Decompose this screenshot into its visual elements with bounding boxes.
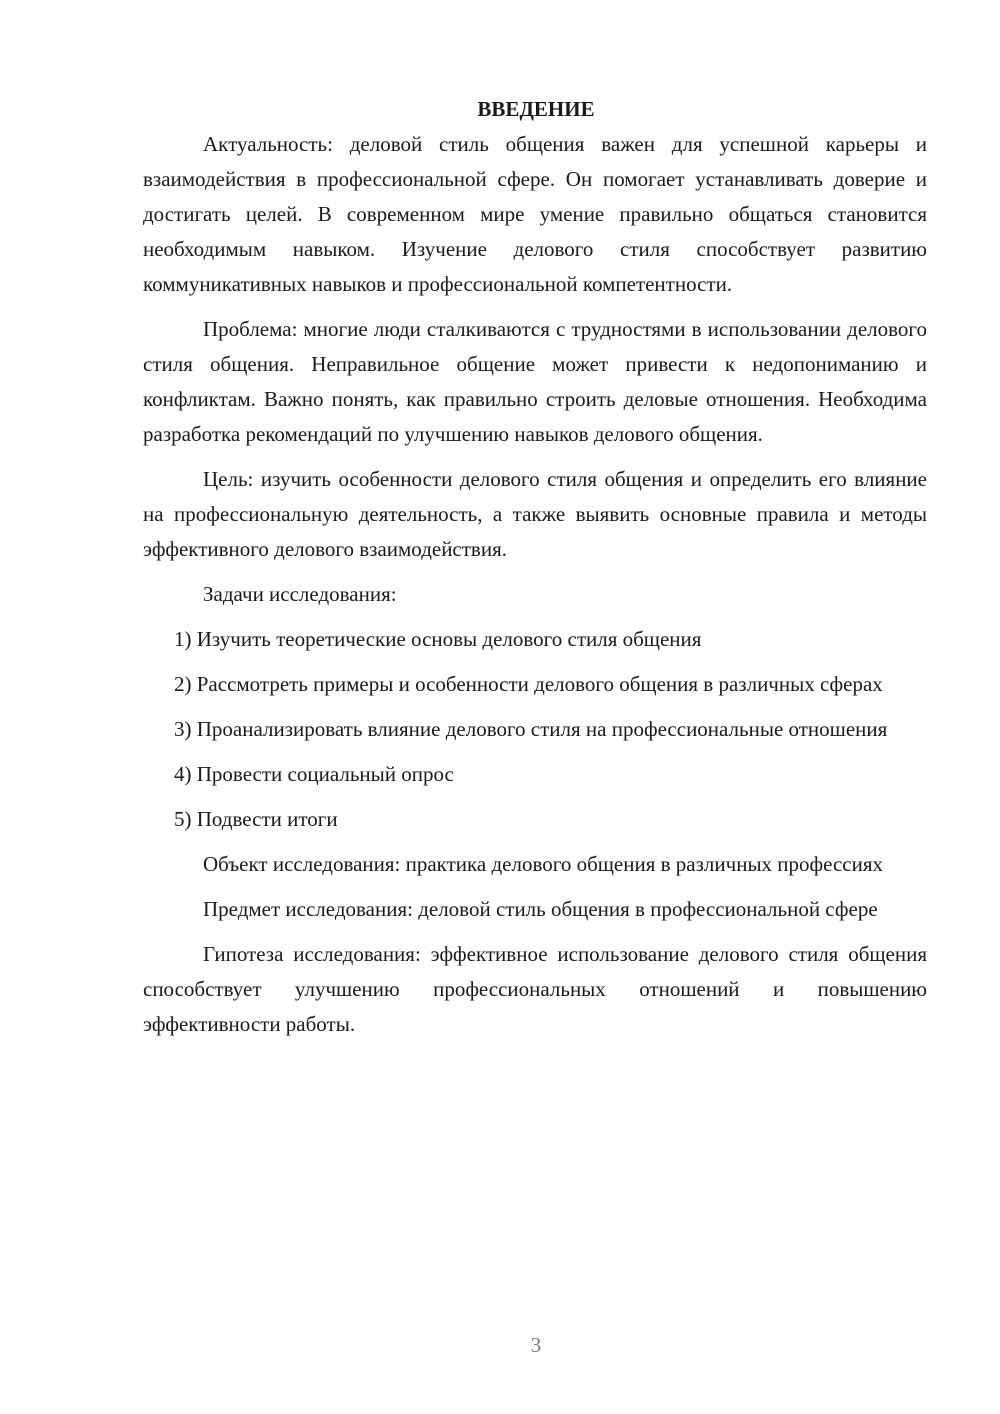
tasks-heading: Задачи исследования: bbox=[203, 582, 397, 606]
paragraph-problem: Проблема: многие люди сталкиваются с трудностями в использовании делового стиля общения. Неправильное общение может привести к недопониманию и конфликтам. Важно понять, как правильно строить деловые отношения. Необходима разработка рекомендаций по улучшению навыков делового общения. bbox=[143, 317, 927, 446]
task-item: 1) Изучить теоретические основы делового стиля общения bbox=[174, 627, 702, 651]
paragraph-subject: Предмет исследования: деловой стиль общения в профессиональной сфере bbox=[203, 897, 878, 921]
paragraph-hypothesis: Гипотеза исследования: эффективное использование делового стиля общения способствует улучшению профессиональных отношений и повышению эффективности работы. bbox=[143, 942, 927, 1036]
paragraph-object: Объект исследования: практика делового общения в различных профессиях bbox=[203, 852, 884, 876]
document-page bbox=[143, 92, 927, 1042]
task-item: 5) Подвести итоги bbox=[174, 807, 338, 831]
paragraph-goal: Цель: изучить особенности делового стиля общения и определить его влияние на профессиональную деятельность, а также выявить основные правила и методы эффективного делового взаимодействия. bbox=[143, 467, 927, 561]
task-item: 2) Рассмотреть примеры и особенности делового общения в различных сферах bbox=[174, 672, 883, 696]
task-item: 4) Провести социальный опрос bbox=[174, 762, 454, 786]
task-item: 3) Проанализировать влияние делового стиля на профессиональные отношения bbox=[174, 717, 888, 741]
page-number: 3 bbox=[530, 1333, 542, 1357]
section-heading: ВВЕДЕНИЕ bbox=[477, 97, 595, 121]
paragraph-relevance: Актуальность: деловой стиль общения важен для успешной карьеры и взаимодействия в профессиональной сфере. Он помогает устанавливать доверие и достигать целей. В современном мире умение правильно общаться становится необходимым навыком. Изучение делового стиля способствует развитию коммуникативных навыков и профессиональной компетентности. bbox=[143, 132, 927, 296]
